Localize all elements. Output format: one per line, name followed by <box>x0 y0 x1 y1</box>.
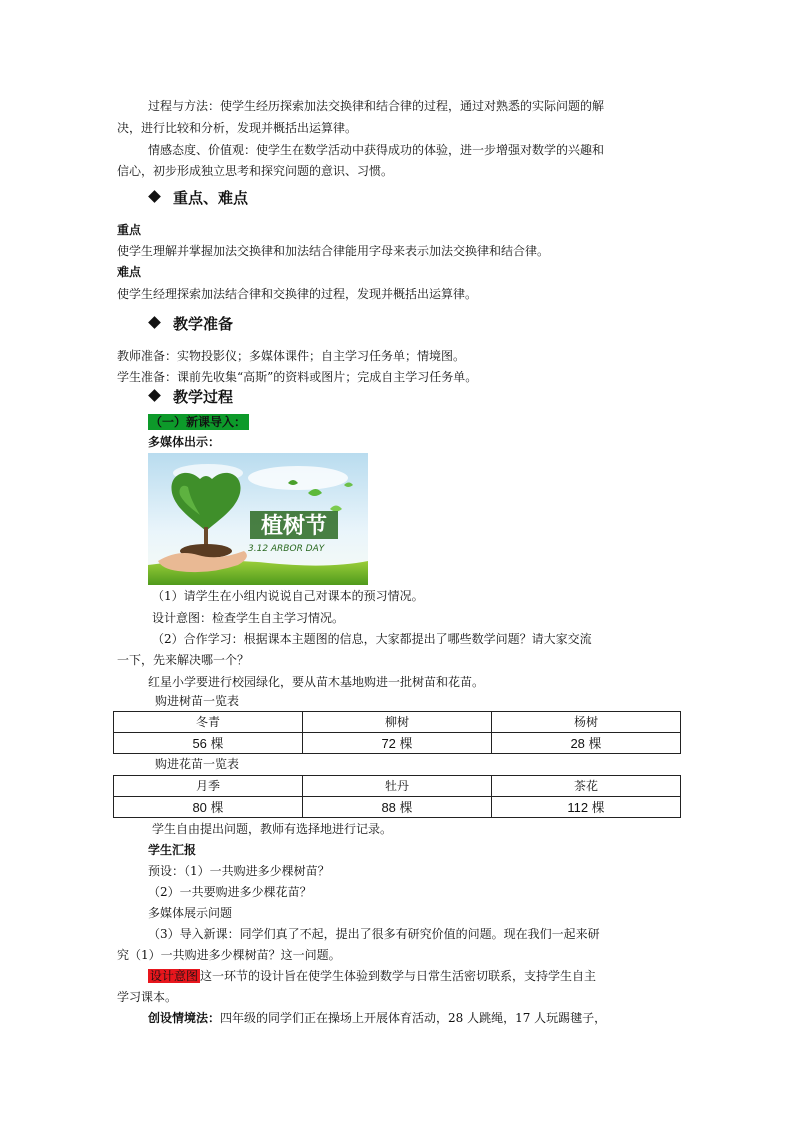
arbor-day-image <box>148 453 368 585</box>
preset-1: 预设：（1）一共购进多少棵树苗？ <box>148 864 330 878</box>
teacher-prep: 教师准备：实物投影仪；多媒体课件；自主学习任务单；情境图。 <box>117 349 466 363</box>
table-header-cell: 杨树 <box>492 712 681 733</box>
step-3b: 究（1）一共购进多少棵树苗？这一问题。 <box>117 948 341 962</box>
table2-title: 购进花苗一览表 <box>155 757 240 771</box>
image-title: 植树节 <box>260 514 328 539</box>
key-label: 重点 <box>117 223 142 237</box>
intro-line-2: 决，进行比较和分析，发现并概括出运算律。 <box>117 121 358 135</box>
media-label: 多媒体出示： <box>148 435 221 449</box>
table-row <box>114 797 681 818</box>
design-intent-2: 设计意图 这一环节的设计旨在使学生体验到数学与日常生活密切联系，支持学生自主 <box>150 969 597 983</box>
diamond-bullet-icon <box>148 190 161 203</box>
design-intent-2b: 学习课本。 <box>117 990 178 1004</box>
difficulty-label: 难点 <box>117 265 142 279</box>
table-cell: 28 棵 <box>492 733 681 754</box>
table-header-cell: 冬青 <box>114 712 303 733</box>
intro-line-4: 信心，初步形成独立思考和探究问题的意识、习惯。 <box>117 164 394 178</box>
heading-preparation: 教学准备 <box>150 314 233 334</box>
flower-seedlings-table <box>113 775 681 818</box>
table-row <box>114 733 681 754</box>
step-3a: （3）导入新课：同学们真了不起，提出了很多有研究价值的问题。现在我们一起来研 <box>148 927 600 941</box>
key-text: 使学生理解并掌握加法交换律和加法结合律能用字母来表示加法交换律和结合律。 <box>117 244 550 258</box>
student-questions: 学生自由提出问题，教师有选择地进行记录。 <box>152 822 393 836</box>
table-row <box>114 776 681 797</box>
design-intent-tag: 设计意图 <box>150 969 199 983</box>
table-cell: 80 棵 <box>114 797 303 818</box>
student-prep: 学生准备：课前先收集“高斯”的资料或图片；完成自主学习任务单。 <box>117 370 478 384</box>
table-cell: 112 棵 <box>492 797 681 818</box>
table-header-cell: 柳树 <box>303 712 492 733</box>
preset-2: （2）一共要购进多少棵花苗？ <box>148 885 312 899</box>
table-header-cell: 茶花 <box>492 776 681 797</box>
step-1: （1）请学生在小组内说说自己对课本的预习情况。 <box>152 589 424 603</box>
tree-seedlings-table <box>113 711 681 754</box>
heading-process: 教学过程 <box>150 387 233 407</box>
heading-key-points: 重点、难点 <box>150 188 248 208</box>
section-tag: （一）新课导入： <box>148 413 249 431</box>
table1-title: 购进树苗一览表 <box>155 694 240 708</box>
table-header-cell: 月季 <box>114 776 303 797</box>
table-header-cell: 牡丹 <box>303 776 492 797</box>
report-label: 学生汇报 <box>148 843 197 857</box>
table-cell: 56 棵 <box>114 733 303 754</box>
media-questions: 多媒体展示问题 <box>148 906 233 920</box>
table-cell: 72 棵 <box>303 733 492 754</box>
difficulty-text: 使学生经理探索加法结合律和交换律的过程，发现并概括出运算律。 <box>117 287 478 301</box>
scene-label: 创设情境法： <box>148 1011 221 1025</box>
scene-text: 创设情境法：四年级的同学们正在操场上开展体育活动，28 人跳绳，17 人玩踢毽子， <box>148 1011 607 1025</box>
table-cell: 88 棵 <box>303 797 492 818</box>
diamond-bullet-icon <box>148 389 161 402</box>
intro-line-1: 过程与方法：使学生经历探索加法交换律和结合律的过程，通过对熟悉的实际问题的解 <box>148 99 605 113</box>
step-2b: 一下，先来解决哪一个？ <box>117 653 250 667</box>
image-subtitle: 3.12 ARBOR DAY <box>248 544 325 554</box>
step-2a: （2）合作学习：根据课本主题图的信息，大家都提出了哪些数学问题？请大家交流 <box>152 632 592 646</box>
diamond-bullet-icon <box>148 316 161 329</box>
scenario-text: 红星小学要进行校园绿化，要从苗木基地购进一批树苗和花苗。 <box>148 675 485 689</box>
intro-line-3: 情感态度、价值观：使学生在数学活动中获得成功的体验，进一步增强对数学的兴趣和 <box>148 143 605 157</box>
table-row <box>114 712 681 733</box>
design-intent-1: 设计意图：检查学生自主学习情况。 <box>152 611 345 625</box>
